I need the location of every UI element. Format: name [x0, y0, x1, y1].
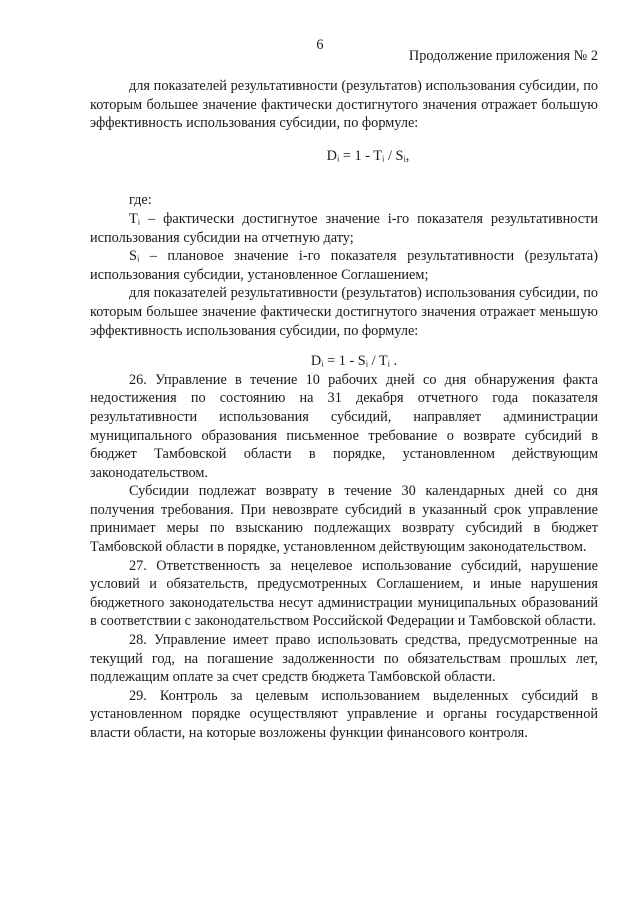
document-body: [90, 77, 598, 743]
clause-26: 26. Управление в течение 10 рабочих дней со дня обнаружения факта недостижения по состоянию на 31 декабря отчетного года показателя результативности использования субсидий, направляет администрации муниципального образования письменное требование о возврате субсидий в бюджет Тамбовской области в порядке, установленном действующим законодательством.: [90, 371, 598, 481]
clause-26-continuation: Субсидии подлежат возврату в течение 30 календарных дней со дня получения требования. При невозврате субсидий в указанный срок управление принимает меры по взысканию подлежащих возврату субсидий в бюджет Тамбовской области в порядке, установленном действующим законодательством.: [90, 483, 598, 556]
formula-two: Dᵢ = 1 - Sᵢ / Tᵢ .: [310, 353, 398, 370]
clause-27: 27. Ответственность за нецелевое использование субсидий, нарушение условий и обязательств, предусмотренных Соглашением, и иные нарушения бюджетного законодательства несут администрации муниципальных образований в соответствии с законодательством Российской Федерации и Тамбовской области.: [90, 557, 598, 630]
where-label: где:: [129, 192, 152, 209]
clause-28: 28. Управление имеет право использовать средства, предусмотренные на текущий год, на погашение задолженности по обязательствам прошлых лет, подлежащим оплате за счет средств бюджета Тамбовской области.: [90, 632, 598, 686]
definition-t: Tᵢ – фактически достигнутое значение i-го показателя результативности использования субсидии на отчетную дату;: [90, 210, 598, 246]
paragraph-indicator-greater: для показателей результативности (результатов) использования субсидии, по которым большее значение фактически достигнутого значения отражает большую эффективность использования субсидии, по формуле:: [90, 78, 598, 132]
clause-29: 29. Контроль за целевым использованием выделенных субсидий в установленном порядке осуществляют управление и органы государственной власти области, на которые возложены функции финансового контроля.: [90, 687, 598, 741]
formula-one: Dᵢ = 1 - Tᵢ / Sᵢ,: [326, 147, 410, 164]
paragraph-indicator-lesser: для показателей результативности (результатов) использования субсидии, по которым большее значение фактически достигнутого значения отражает меньшую эффективность использования субсидии, по формуле:: [90, 285, 598, 339]
definition-s: Sᵢ – плановое значение i-го показателя результативности (результата) использования субсидии, установленное Соглашением;: [90, 248, 598, 283]
page-number: 6: [316, 37, 324, 53]
appendix-note: Продолжение приложения № 2: [408, 48, 598, 64]
